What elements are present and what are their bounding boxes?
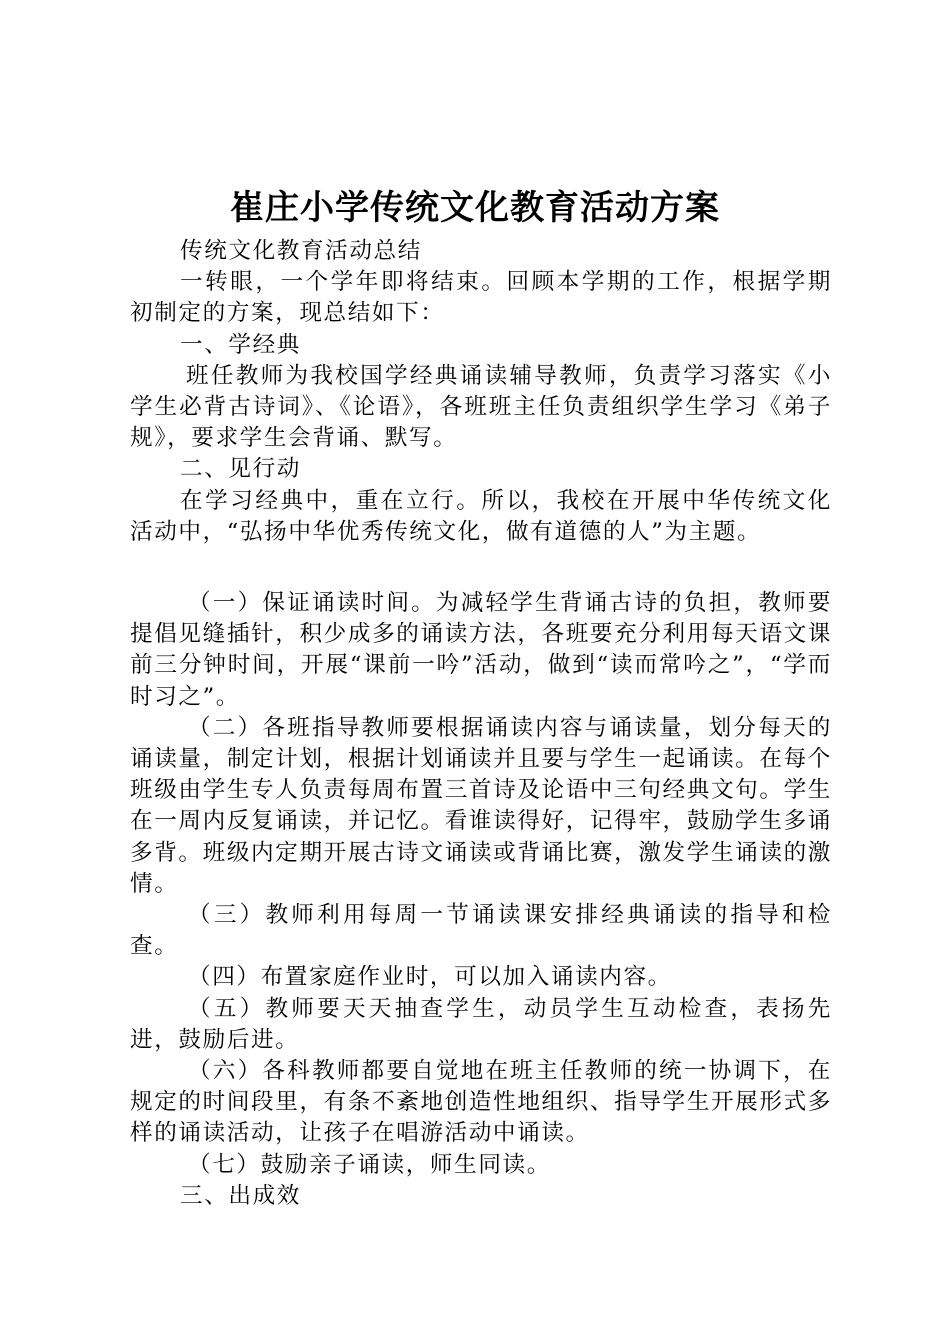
- paragraph-spacer: [130, 548, 832, 588]
- section-heading-1: 一、学经典: [180, 331, 301, 358]
- document-body: [130, 236, 832, 1212]
- section-heading-3: 三、出成效: [180, 1182, 301, 1209]
- paragraph-section-1: 班任教师为我校国学经典诵读辅导教师，负责学习落实《小学生必背古诗词》、《论语》，各班班主任负责组织学生学习《弟子规》，要求学生会背诵、默写。: [130, 362, 832, 452]
- paragraph-subtitle: 传统文化教育活动总结: [180, 238, 422, 264]
- list-item-3: （三）教师利用每周一节诵读课安排经典诵读的指导和检查。: [130, 902, 832, 960]
- paragraph-section-2: 在学习经典中，重在立行。所以，我校在开展中华传统文化活动中，“弘扬中华优秀传统文化，做有道德的人”为主题。: [130, 487, 832, 545]
- document-title: 崔庄小学传统文化教育活动方案: [230, 188, 720, 228]
- paragraph-intro: 一转眼，一个学年即将结束。回顾本学期的工作，根据学期初制定的方案，现总结如下：: [130, 269, 832, 327]
- list-item-2: （二）各班指导教师要根据诵读内容与诵读量，划分每天的诵读量，制定计划，根据计划诵读并且要与学生一起诵读。在每个班级由学生专人负责每周布置三首诗及论语中三句经典文句。学生在一周内反复诵读，并记忆。看谁读得好，记得牢，鼓励学生多诵多背。班级内定期开展古诗文诵读或背诵比赛，激发学生诵读的激情。: [130, 714, 832, 897]
- list-item-5: （五）教师要天天抽查学生，动员学生互动检查，表扬先进，鼓励后进。: [130, 995, 832, 1053]
- list-item-1: （一）保证诵读时间。为减轻学生背诵古诗的负担，教师要提倡见缝插针，积少成多的诵读方法，各班要充分利用每天语文课前三分钟时间，开展“课前一吟”活动，做到“读而常吟之”，“学而时习之”。: [130, 590, 832, 710]
- list-item-7: （七）鼓励亲子诵读，师生同读。: [188, 1151, 551, 1178]
- list-item-4: （四）布置家庭作业时，可以加入诵读内容。: [188, 964, 672, 991]
- section-heading-2: 二、见行动: [180, 456, 301, 483]
- list-item-6: （六）各科教师都要自觉地在班主任教师的统一协调下，在规定的时间段里，有条不紊地创造性地组织、指导学生开展形式多样的诵读活动，让孩子在唱游活动中诵读。: [130, 1058, 832, 1147]
